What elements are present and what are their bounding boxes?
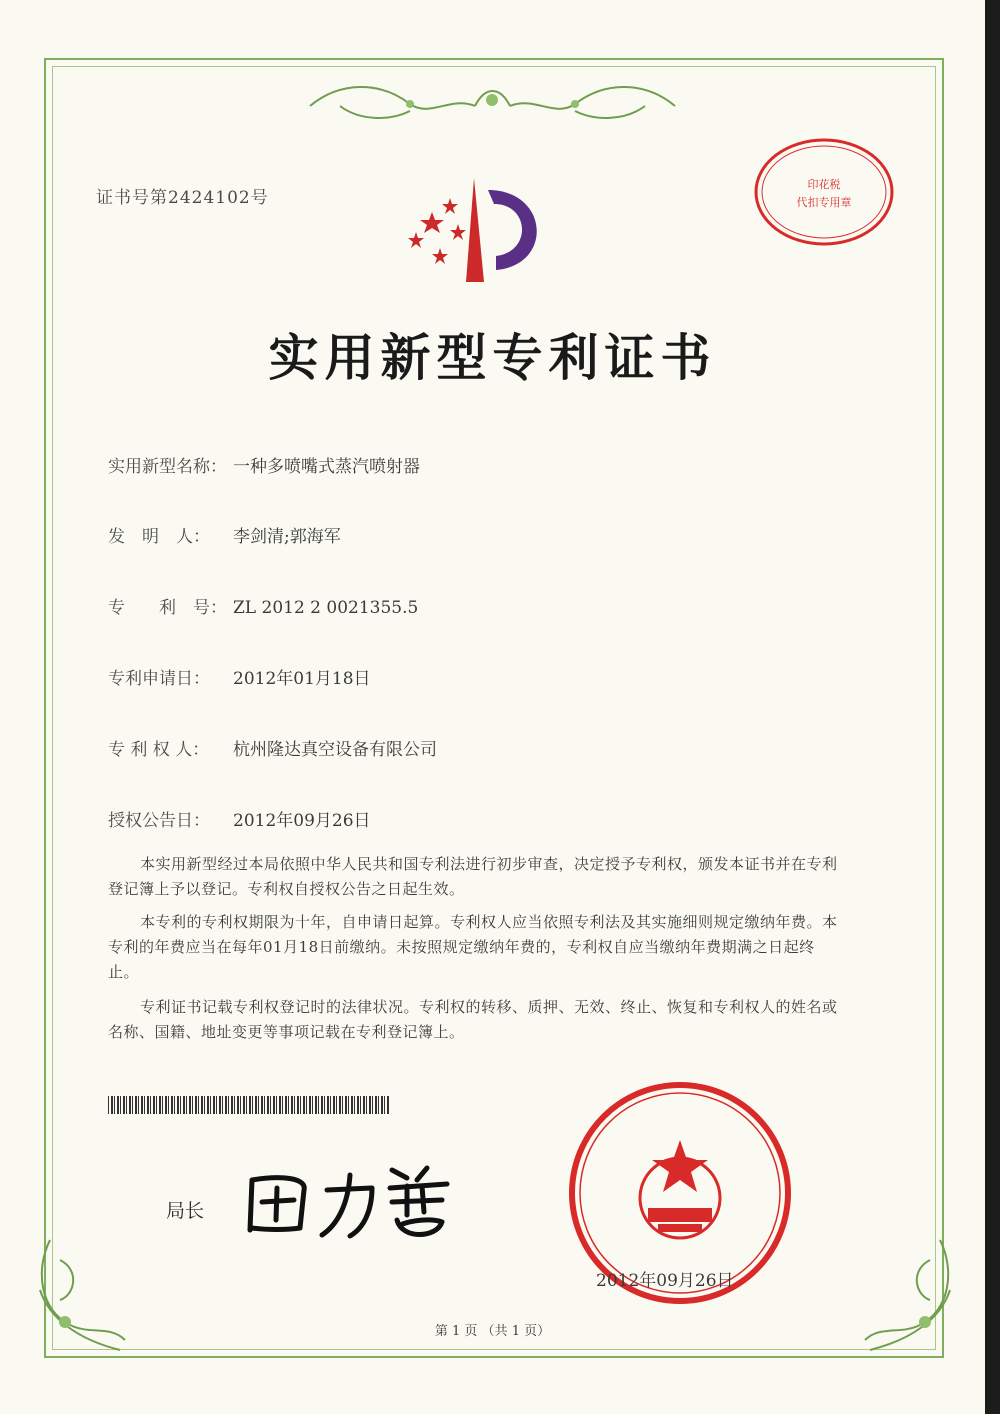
field-value: 杭州隆达真空设备有限公司 [233,740,437,760]
field-value: 2012年01月18日 [233,669,371,689]
field-value: 李剑清;郭海军 [233,527,341,547]
certificate-number: 证书号第2424102号 [96,188,269,208]
tax-stamp-seal [752,136,896,248]
inventor-field [108,522,341,547]
svg-text:印花税: 印花税 [807,178,841,191]
patentee-field [108,735,437,760]
field-value: 一种多喷嘴式蒸汽喷射器 [233,457,420,477]
director-signature [232,1150,462,1250]
field-label: 授权公告日： [108,811,210,831]
field-label: 专 利 权 人： [108,740,210,760]
seal-grant-date: 2012年09月26日 [596,1271,734,1291]
utility-model-name-field [108,452,420,477]
paragraph: 本实用新型经过本局依照中华人民共和国专利法进行初步审查，决定授予专利权，颁发本证书并在专利登记簿上予以登记。专利权自授权公告之日起生效。 [108,855,838,898]
field-label: 发 明 人： [108,527,210,547]
patent-office-emblem-icon [404,170,564,290]
bottom-left-ornament [30,1230,160,1370]
field-label: 专 利 号： [108,598,227,618]
paragraph: 本专利的专利权期限为十年，自申请日起算。专利权人应当依照专利法及其实施细则规定缴纳年费。本专利的年费应当在每年01月18日前缴纳。未按照规定缴纳年费的，专利权自应当缴纳年费期满之日起终止。 [108,913,838,981]
field-value: ZL 2012 2 0021355.5 [233,598,419,618]
field-label: 专利申请日： [108,669,210,689]
page-number: 第 1 页 （共 1 页） [434,1324,551,1339]
director-label: 局长 [166,1200,205,1222]
barcode [108,1096,390,1114]
paragraph: 专利证书记载专利权登记时的法律状况。专利权的转移、质押、无效、终止、恢复和专利权人的姓名或名称、国籍、地址变更等事项记载在专利登记簿上。 [108,998,838,1041]
svg-text:代扣专用章: 代扣专用章 [796,196,852,209]
grant-date-field [108,806,371,831]
bottom-right-ornament [830,1230,960,1370]
patent-number-field [108,593,418,618]
field-value: 2012年09月26日 [233,811,371,831]
top-ornament [300,76,685,126]
filing-date-field [108,664,371,689]
field-label: 实用新型名称： [108,457,227,477]
document-title: 实用新型专利证书 [268,329,717,387]
